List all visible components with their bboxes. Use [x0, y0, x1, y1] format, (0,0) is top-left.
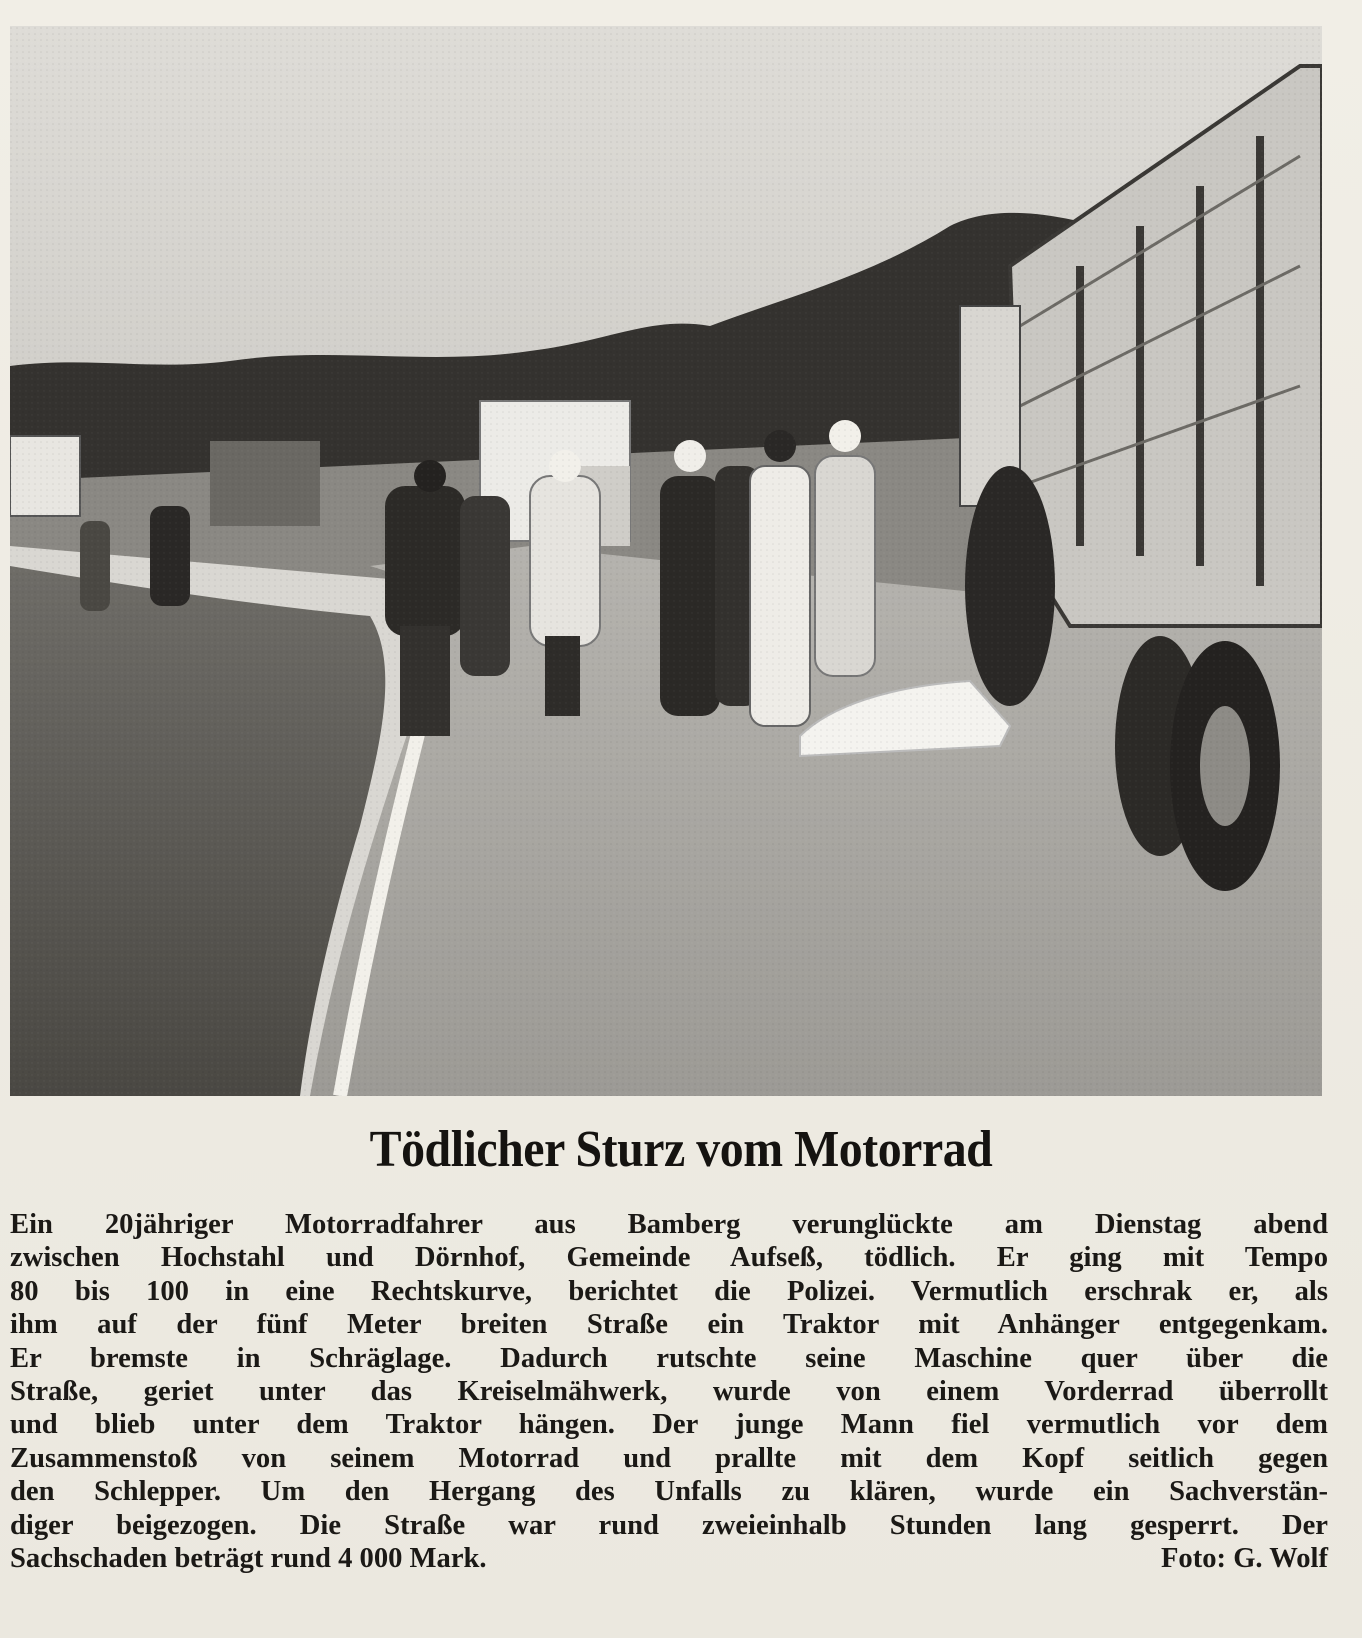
- article-line: den Schlepper. Um den Hergang des Unfalls zu klären, wurde ein Sachverstän-: [10, 1476, 1328, 1508]
- photo-credit: Foto: G. Wolf: [1160, 1543, 1328, 1575]
- article-last-line: [10, 1542, 1328, 1575]
- article-body: [10, 1208, 1328, 1575]
- article-line: 80 bis 100 in eine Rechtskurve, berichtet die Polizei. Vermutlich erschrak er, als: [10, 1275, 1328, 1307]
- article-line: diger beigezogen. Die Straße war rund zweieinhalb Stunden lang gesperrt. Der: [10, 1509, 1328, 1541]
- article-line: Ein 20jähriger Motorradfahrer aus Bamberg verunglückte am Dienstag abend: [10, 1209, 1328, 1240]
- article-line: zwischen Hochstahl und Dörnhof, Gemeinde Aufseß, tödlich. Er ging mit Tempo: [10, 1242, 1328, 1274]
- article-line: Straße, geriet unter das Kreiselmähwerk, wurde von einem Vorderrad überrollt: [10, 1376, 1328, 1408]
- article-final-sentence: Sachschaden beträgt rund 4 000 Mark.: [10, 1543, 487, 1575]
- article-line: Zusammenstoß von seinem Motorrad und prallte mit dem Kopf seitlich gegen: [10, 1442, 1328, 1474]
- headline: Tödlicher Sturz vom Motorrad: [369, 1121, 993, 1178]
- article-line: Er bremste in Schräglage. Dadurch rutschte seine Maschine quer über die: [10, 1342, 1328, 1374]
- article-line: und blieb unter dem Traktor hängen. Der junge Mann fiel vermutlich vor dem: [10, 1409, 1328, 1441]
- accident-photo: [10, 26, 1322, 1096]
- article-line: ihm auf der fünf Meter breiten Straße ein Traktor mit Anhänger entgegenkam.: [10, 1309, 1328, 1341]
